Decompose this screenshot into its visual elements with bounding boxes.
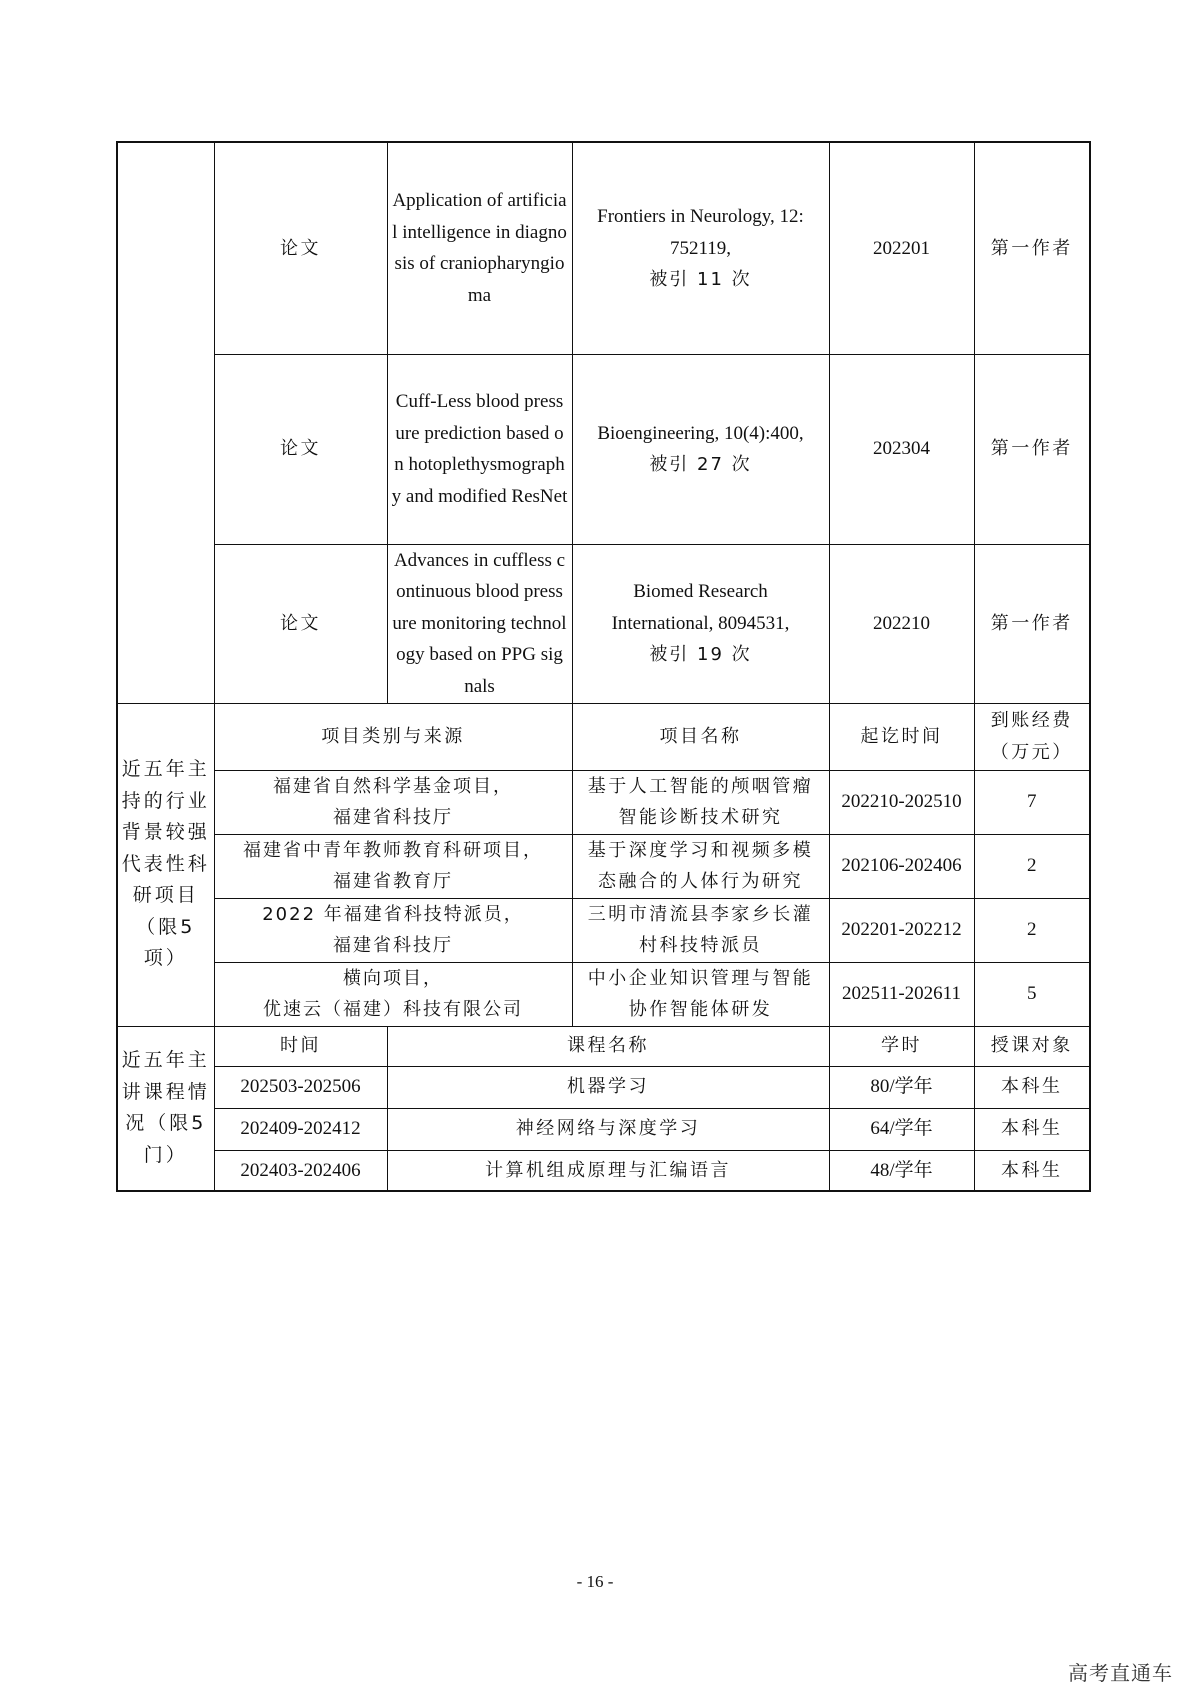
course-hours: 64/学年	[829, 1108, 974, 1150]
courses-section-label: 近五年主讲课程情况（限5门）	[117, 1026, 214, 1191]
course-name: 计算机组成原理与汇编语言	[387, 1150, 829, 1191]
project-category: 横向项目， 优速云（福建）科技有限公司	[214, 962, 572, 1026]
paper-type: 论文	[214, 544, 387, 703]
paper-role: 第一作者	[974, 142, 1090, 354]
course-audience: 本科生	[974, 1150, 1090, 1191]
paper-journal: Biomed Research International, 8094531, 被引 19 次	[572, 544, 829, 703]
project-funding: 7	[974, 770, 1090, 834]
paper-title: Advances in cuffless continuous blood pressure monitoring technology based on PPG signals	[387, 544, 572, 703]
project-row	[117, 898, 1090, 962]
courses-header-name: 课程名称	[387, 1026, 829, 1066]
projects-header-period: 起讫时间	[829, 703, 974, 770]
paper-role: 第一作者	[974, 544, 1090, 703]
courses-header-time: 时间	[214, 1026, 387, 1066]
paper-title: Application of artificial intelligence in diagnosis of craniopharyngioma	[387, 142, 572, 354]
course-row	[117, 1150, 1090, 1191]
project-category: 2022 年福建省科技特派员， 福建省科技厅	[214, 898, 572, 962]
project-name: 基于人工智能的颅咽管瘤智能诊断技术研究	[572, 770, 829, 834]
project-period: 202511-202611	[829, 962, 974, 1026]
paper-row	[117, 354, 1090, 544]
paper-type: 论文	[214, 142, 387, 354]
course-hours: 48/学年	[829, 1150, 974, 1191]
course-audience: 本科生	[974, 1066, 1090, 1108]
paper-journal: Bioengineering, 10(4):400, 被引 27 次	[572, 354, 829, 544]
projects-header-funding: 到账经费（万元）	[974, 703, 1090, 770]
course-audience: 本科生	[974, 1108, 1090, 1150]
page-number: - 16 -	[576, 1572, 614, 1591]
paper-row	[117, 142, 1090, 354]
project-row	[117, 962, 1090, 1026]
watermark: 高考直通车	[1068, 1661, 1173, 1685]
project-funding: 5	[974, 962, 1090, 1026]
paper-date: 202201	[829, 142, 974, 354]
project-category: 福建省自然科学基金项目， 福建省科技厅	[214, 770, 572, 834]
project-row	[117, 834, 1090, 898]
paper-role: 第一作者	[974, 354, 1090, 544]
course-time: 202409-202412	[214, 1108, 387, 1150]
project-row	[117, 770, 1090, 834]
projects-header-row	[117, 703, 1090, 770]
courses-header-row	[117, 1026, 1090, 1066]
paper-date: 202210	[829, 544, 974, 703]
project-funding: 2	[974, 834, 1090, 898]
projects-section-label: 近五年主持的行业背景较强代表性科研项目（限5项）	[117, 703, 214, 1026]
paper-journal: Frontiers in Neurology, 12: 752119, 被引 11 次	[572, 142, 829, 354]
project-name: 中小企业知识管理与智能协作智能体研发	[572, 962, 829, 1026]
paper-row	[117, 544, 1090, 703]
course-time: 202403-202406	[214, 1150, 387, 1191]
course-time: 202503-202506	[214, 1066, 387, 1108]
course-row	[117, 1066, 1090, 1108]
paper-title: Cuff-Less blood pressure prediction based on hotoplethysmography and modified ResNet	[387, 354, 572, 544]
course-name: 机器学习	[387, 1066, 829, 1108]
courses-header-audience: 授课对象	[974, 1026, 1090, 1066]
projects-header-name: 项目名称	[572, 703, 829, 770]
project-period: 202106-202406	[829, 834, 974, 898]
paper-section-label	[117, 142, 214, 703]
resume-table	[116, 141, 1091, 1192]
paper-date: 202304	[829, 354, 974, 544]
project-funding: 2	[974, 898, 1090, 962]
project-name: 基于深度学习和视频多模态融合的人体行为研究	[572, 834, 829, 898]
project-period: 202210-202510	[829, 770, 974, 834]
projects-header-category: 项目类别与来源	[214, 703, 572, 770]
course-hours: 80/学年	[829, 1066, 974, 1108]
course-name: 神经网络与深度学习	[387, 1108, 829, 1150]
course-row	[117, 1108, 1090, 1150]
courses-header-hours: 学时	[829, 1026, 974, 1066]
project-name: 三明市清流县李家乡长灌村科技特派员	[572, 898, 829, 962]
paper-type: 论文	[214, 354, 387, 544]
project-period: 202201-202212	[829, 898, 974, 962]
project-category: 福建省中青年教师教育科研项目， 福建省教育厅	[214, 834, 572, 898]
